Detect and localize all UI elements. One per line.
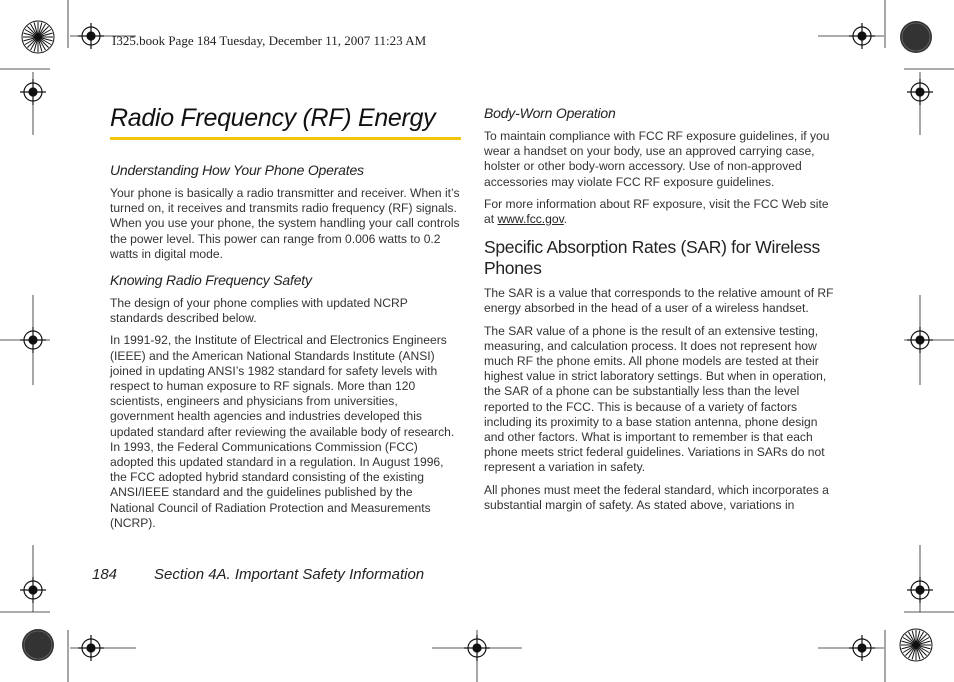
section-heading-body-worn: Body-Worn Operation <box>484 105 616 121</box>
section-heading-rf-safety: Knowing Radio Frequency Safety <box>110 272 312 289</box>
section-heading-sar: Specific Absorption Rates (SAR) for Wireless Phones <box>484 237 820 279</box>
paragraph: The SAR is a value that corresponds to the relative amount of RF energy absorbed in the head of a user of a wireless handset. <box>484 286 834 316</box>
page-number: 184 <box>92 566 118 583</box>
page-title: Radio Frequency (RF) Energy <box>110 104 436 132</box>
paragraph: Your phone is basically a radio transmitter and receiver. When it’s turned on, it receives and transmits radio frequency (RF) signals. When you use your phone, the system handling your call controls the power level. This power can range from 0.006 watts to 0.2 watts in digital mode. <box>110 186 460 261</box>
paragraph: The design of your phone complies with updated NCRP standards described below. <box>110 296 408 326</box>
paragraph: To maintain compliance with FCC RF exposure guidelines, if you wear a handset on your body, use an approved carrying case, holster or other body-worn accessory. Use of non-approved accessories may violate FCC RF exposure guidelines. <box>484 129 830 189</box>
title-rule <box>110 137 461 140</box>
paragraph: In 1991-92, the Institute of Electrical and Electronics Engineers (IEEE) and the American National Standards Institute (ANSI) joined in updating ANSI’s 1982 standard for safety levels with respect to human exposure to RF signals. More than 120 scientists, engineers and physicians from universities, government health agencies and industries developed this updated standard after reviewing the available body of research. In 1993, the Federal Communications Commission (FCC) adopted this updated standard in a regulation. In August 1996, the FCC adopted hybrid standard consisting of the existing ANSI/IEEE standard and the guidelines published by the National Council of Radiation Protection and Measurements (NCRP). <box>110 333 455 530</box>
paragraph-text: For more information about RF exposure, visit the FCC Web site at <box>484 196 829 227</box>
fcc-website-link[interactable]: www.fcc.gov <box>497 212 564 227</box>
paragraph: The SAR value of a phone is the result of an extensive testing, measuring, and calculation process. It does not represent how much RF the phone emits. All phone models are tested at their highest value in strict laboratory settings. But when in operation, the SAR of a phone can be substantially less than the level reported to the FCC. This is because of a variety of factors including its proximity to a base station antenna, phone design and other factors. What is important to remember is that each phone meets strict federal guidelines. Variations in SARs do not represent a variation in safety. <box>484 323 827 475</box>
paragraph-text: . <box>563 212 568 227</box>
paragraph: All phones must meet the federal standard, which incorporates a substantial margin of safety. As stated above, variations in <box>484 482 829 512</box>
left-column <box>110 103 460 538</box>
paragraph-fcc-link <box>484 197 834 227</box>
footer-section-title: Section 4A. Important Safety Information <box>154 566 425 583</box>
page-footer <box>92 566 424 583</box>
print-header: I325.book Page 184 Tuesday, December 11, 2007 11:23 AM <box>112 33 427 48</box>
section-heading-phone-operates: Understanding How Your Phone Operates <box>110 162 364 178</box>
right-column <box>484 105 834 520</box>
